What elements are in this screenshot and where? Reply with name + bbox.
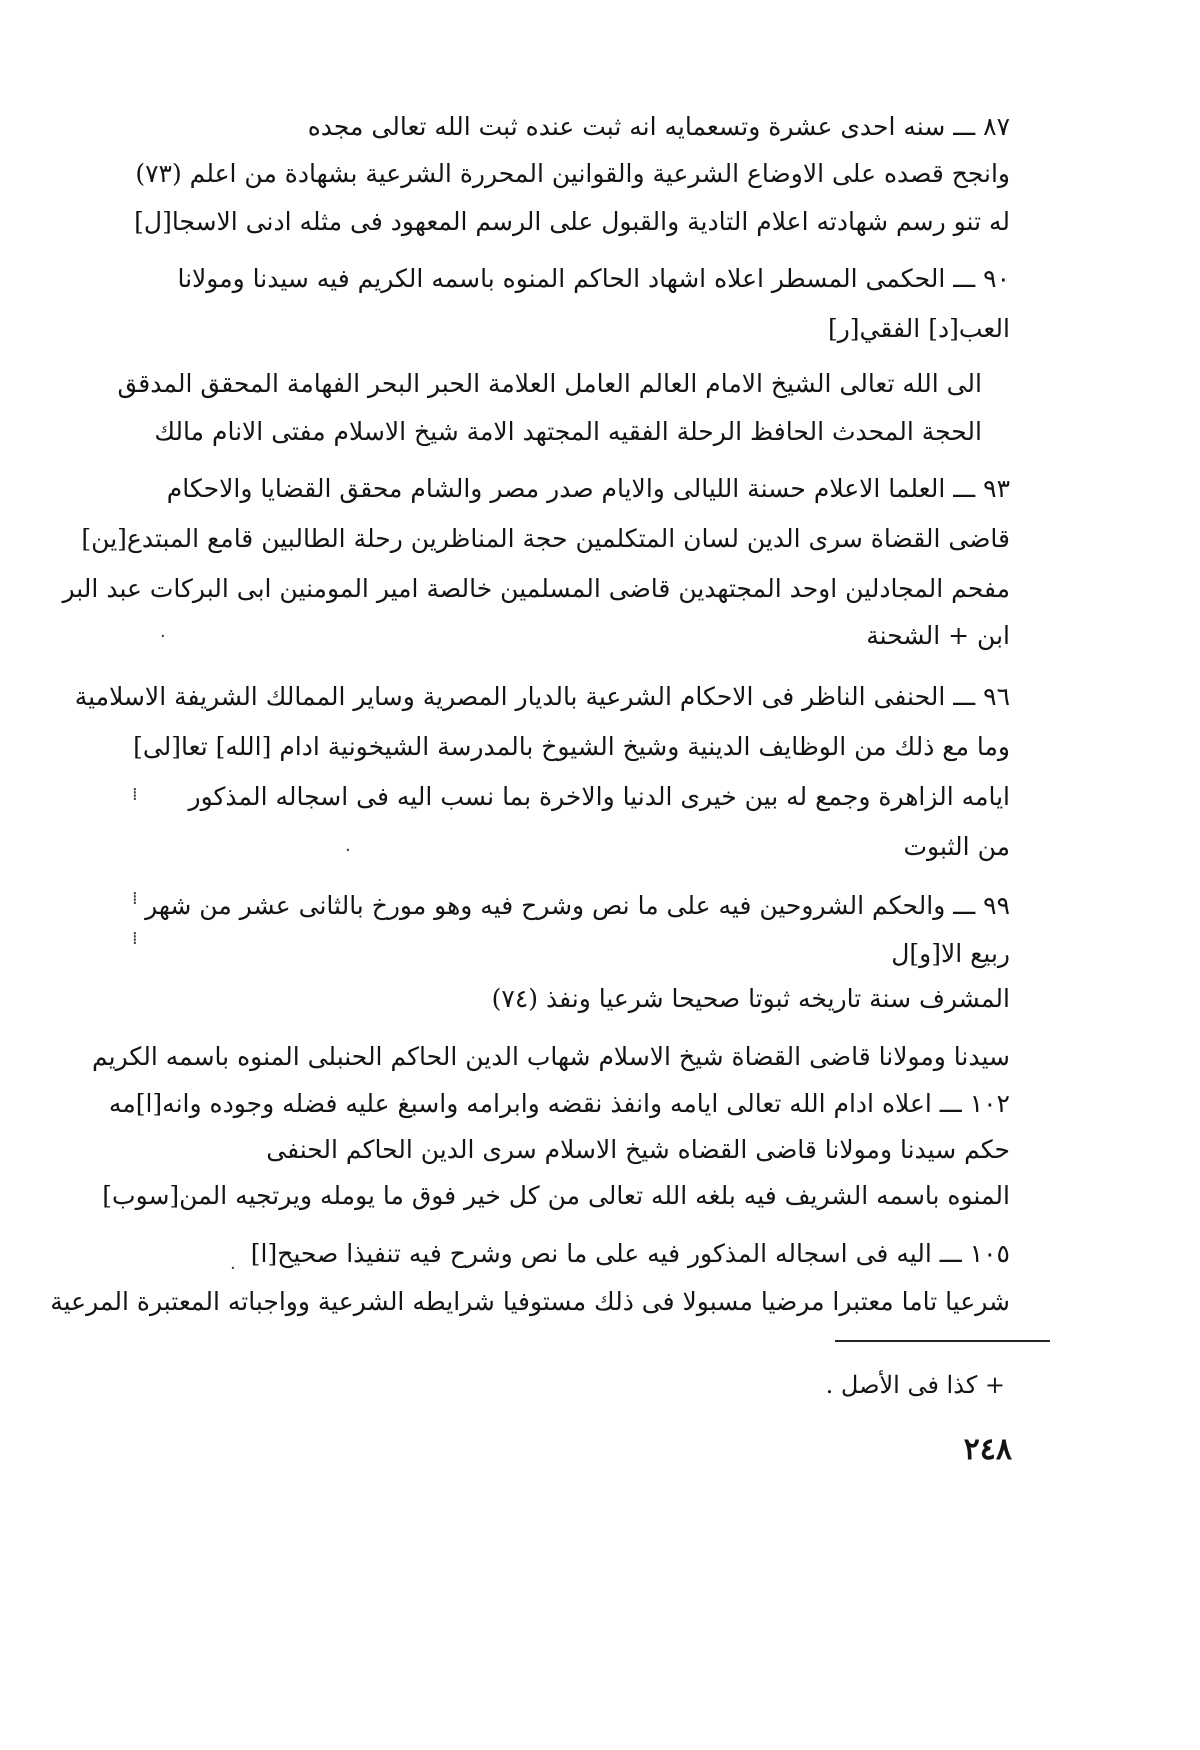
page-number: ٢٤٨ (963, 1432, 1012, 1467)
text-line: الى الله تعالى الشيخ الامام العالم العامل العلامة الحبر البحر الفهامة المحقق المدقق (117, 369, 982, 398)
text-line: ٩٩ ـــ والحكم الشروحين فيه على ما نص وشرح فيه وهو مورخ بالثانى عشر من شهر (145, 891, 1010, 920)
footnote-rule (835, 1340, 1050, 1342)
scan-speck-icon: · (345, 840, 351, 861)
text-line: ٩٦ ـــ الحنفى الناظر فى الاحكام الشرعية بالديار المصرية وساير الممالك الشريفة الاسلامية (74, 682, 1010, 711)
footnote: + كذا فى الأصل . (825, 1371, 1005, 1399)
text-line: العب[د] الفقي[ر] (827, 314, 1010, 343)
text-line: ربيع الا[و]ل (891, 939, 1010, 968)
text-line: ٩٣ ـــ العلما الاعلام حسنة الليالى والايام صدر مصر والشام محقق القضايا والاحكام (166, 474, 1010, 503)
text-line: شرعيا تاما معتبرا مرضيا مسبولا فى ذلك مستوفيا شرايطه الشرعية وواجباته المعتبرة المرعية (50, 1287, 1010, 1316)
text-line: الحجة المحدث الحافظ الرحلة الفقيه المجتهد الامة شيخ الاسلام مفتى الانام مالك (154, 417, 982, 446)
scan-speck-icon: · (230, 1258, 236, 1279)
text-line: ٩٠ ـــ الحكمى المسطر اعلاه اشهاد الحاكم المنوه باسمه الكريم فيه سيدنا ومولانا (177, 264, 1010, 293)
scan-speck-icon: ⁞ (132, 888, 138, 909)
text-line: له تنو رسم شهادته اعلام التادية والقبول على الرسم المعهود فى مثله ادنى الاسجا[ل] (134, 207, 1010, 236)
text-line: وما مع ذلك من الوظايف الدينية وشيخ الشيوخ بالمدرسة الشيخونية ادام [الله] تعا[لى] (133, 732, 1010, 761)
text-line: مفحم المجادلين اوحد المجتهدين قاضى المسلمين خالصة امير المومنين ابى البركات عبد البر (62, 574, 1010, 603)
scan-speck-icon: ⁞ (132, 928, 138, 949)
text-line: ٨٧ ـــ سنه احدى عشرة وتسعمايه انه ثبت عنده ثبت الله تعالى مجده (307, 112, 1010, 141)
scan-speck-icon: · (160, 626, 166, 647)
text-line: ابن + الشحنة (866, 621, 1010, 650)
text-line: ١٠٢ ـــ اعلاه ادام الله تعالى ايامه وانفذ نقضه وابرامه واسبغ عليه فضله وجوده وانه[ا]مه (108, 1089, 1010, 1118)
text-line: ١٠٥ ـــ اليه فى اسجاله المذكور فيه على ما نص وشرح فيه تنفيذا صحيح[ا] (250, 1239, 1010, 1268)
text-line: المشرف سنة تاريخه ثبوتا صحيحا شرعيا ونفذ (٧٤) (491, 984, 1010, 1013)
text-line: المنوه باسمه الشريف فيه بلغه الله تعالى من كل خير فوق ما يومله ويرتجيه المن[سوب] (102, 1181, 1010, 1210)
text-line: قاضى القضاة سرى الدين لسان المتكلمين حجة المناظرين رحلة الطالبين قامع المبتدع[ين] (81, 524, 1010, 553)
text-line: وانجح قصده على الاوضاع الشرعية والقوانين المحررة الشرعية بشهادة من اعلم (٧٣) (135, 159, 1010, 188)
text-line: ايامه الزاهرة وجمع له بين خيرى الدنيا والاخرة بما نسب اليه فى اسجاله المذكور (188, 782, 1010, 811)
text-line: حكم سيدنا ومولانا قاضى القضاه شيخ الاسلام سرى الدين الحاكم الحنفى (266, 1135, 1010, 1164)
text-line: سيدنا ومولانا قاضى القضاة شيخ الاسلام شهاب الدين الحاكم الحنبلى المنوه باسمه الكريم (92, 1042, 1010, 1071)
text-line: من الثبوت (903, 832, 1010, 861)
scan-speck-icon: ⁞ (132, 784, 138, 805)
